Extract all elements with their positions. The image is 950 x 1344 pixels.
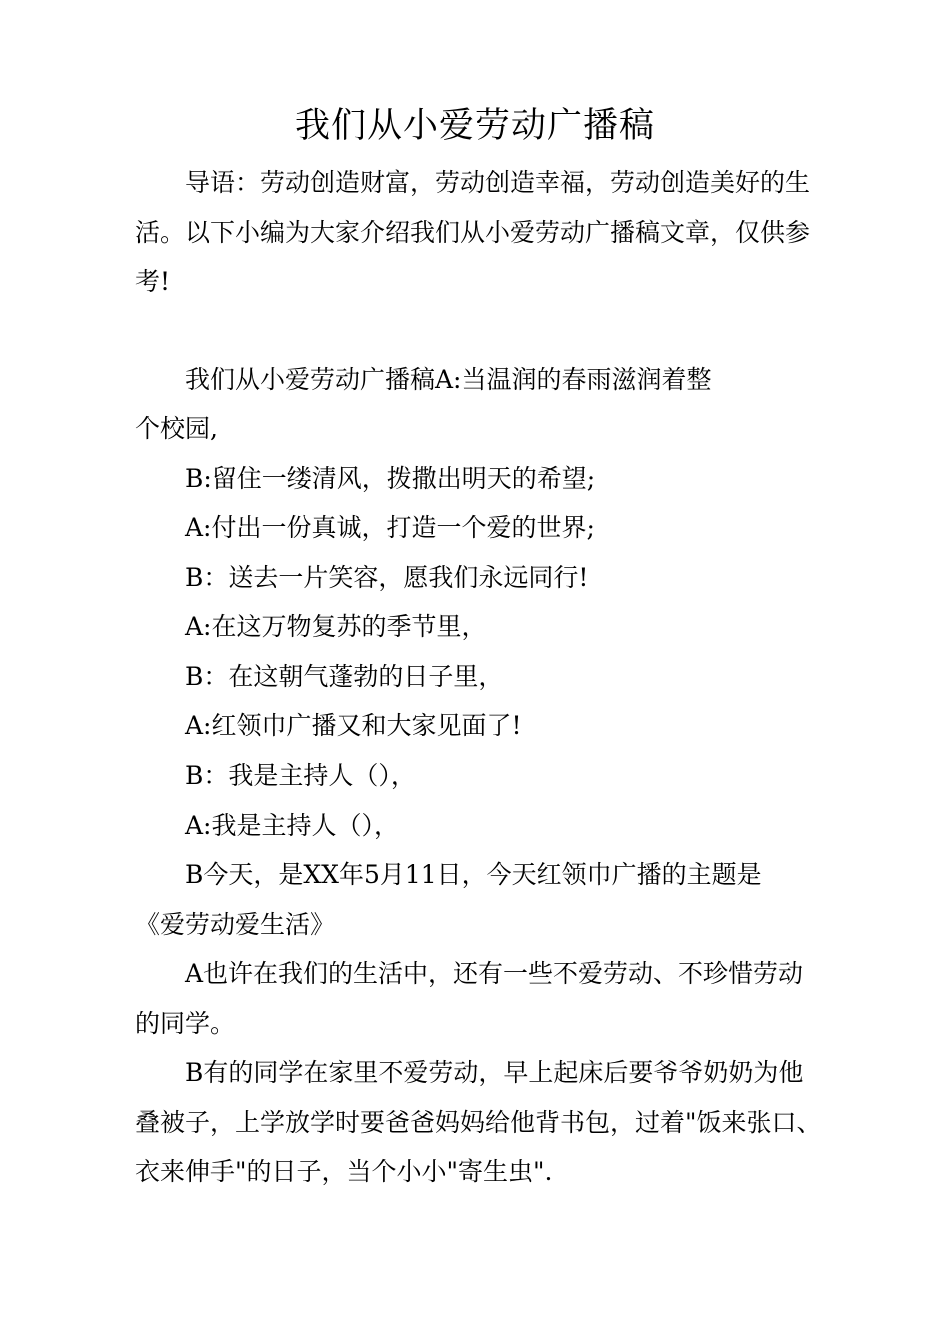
body-line-8: A:红领巾广播又和大家见面了! — [185, 711, 522, 740]
body-line-13: A也许在我们的生活中，还有一些不爱劳动、不珍惜劳动 — [185, 959, 804, 988]
body-line-10: A:我是主持人（）， — [185, 811, 399, 840]
intro-line-1: 导语：劳动创造财富，劳动创造幸福，劳动创造美好的生 — [185, 168, 811, 197]
body-line-11: B今天，是XX年5月11日，今天红领巾广播的主题是 — [185, 860, 762, 889]
body-line-5: B：送去一片笑容，愿我们永远同行! — [185, 563, 589, 592]
body-line-1: 我们从小爱劳动广播稿A:当温润的春雨滋润着整 — [185, 365, 712, 394]
body-line-6: A:在这万物复苏的季节里， — [185, 612, 487, 641]
body-line-9: B：我是主持人（）， — [185, 761, 416, 790]
body-line-14: 的同学。 — [135, 1009, 236, 1038]
body-line-16: 叠被子，上学放学时要爸爸妈妈给他背书包，过着"饭来张口、 — [135, 1108, 822, 1137]
intro-line-2: 活。以下小编为大家介绍我们从小爱劳动广播稿文章，仅供参 — [135, 218, 811, 247]
body-line-12: 《爱劳动爱生活》 — [135, 910, 336, 939]
intro-line-3: 考! — [135, 267, 171, 296]
body-line-7: B：在这朝气蓬勃的日子里， — [185, 662, 504, 691]
body-line-4: A:付出一份真诚，打造一个爱的世界; — [185, 513, 595, 542]
body-line-15: B有的同学在家里不爱劳动，早上起床后要爷爷奶奶为他 — [185, 1058, 804, 1087]
body-line-3: B:留住一缕清风，拨撒出明天的希望; — [185, 464, 596, 493]
body-line-2: 个校园, — [135, 414, 218, 443]
body-line-17: 衣来伸手"的日子，当个小小"寄生虫". — [135, 1157, 553, 1186]
document-title: 我们从小爱劳动广播稿 — [294, 106, 655, 146]
